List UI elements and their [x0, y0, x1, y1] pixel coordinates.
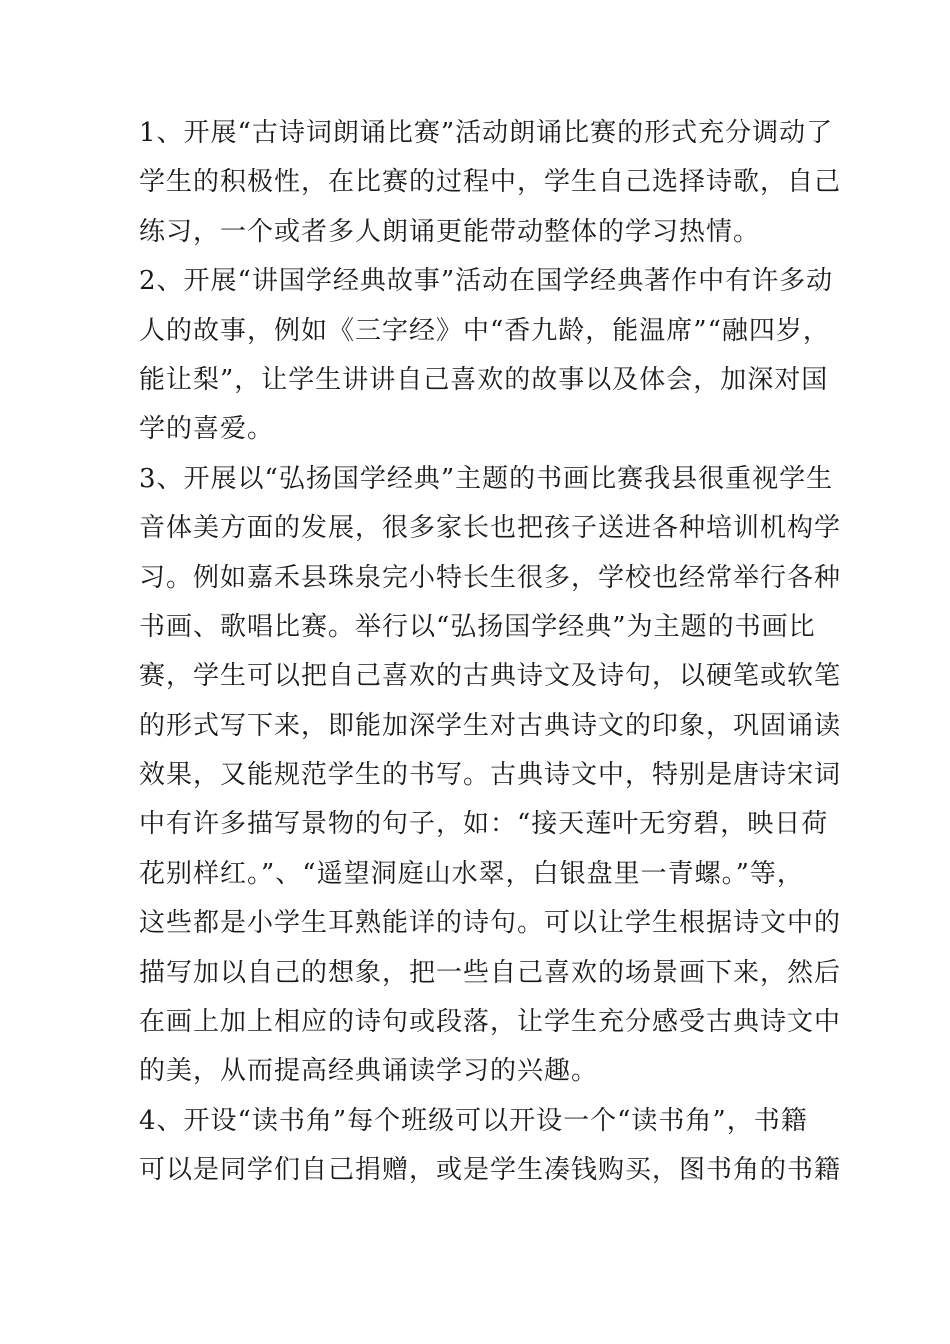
paragraph-3 [139, 455, 842, 1097]
text-line: 1、开展“古诗词朗诵比赛”活动朗诵比赛的形式充分调动了 [139, 118, 834, 148]
text-line: 这些都是小学生耳熟能详的诗句。可以让学生根据诗文中的 [139, 908, 842, 939]
text-line: 在画上加上相应的诗句或段落，让学生充分感受古典诗文中 [139, 1007, 842, 1038]
text-line: 学的喜爱。 [139, 414, 275, 445]
text-line: 2、开展“讲国学经典故事”活动在国学经典著作中有许多动 [139, 266, 834, 297]
text-line: 的美，从而提高经典诵读学习的兴趣。 [139, 1056, 599, 1087]
body-text [139, 109, 842, 1196]
text-line: 赛，学生可以把自己喜欢的古典诗文及诗句，以硬笔或软笔 [139, 661, 842, 692]
text-line: 花别样红。”、“遥望洞庭山水翠，白银盘里一青螺。”等， [139, 858, 804, 889]
text-line: 习。例如嘉禾县珠泉完小特长生很多，学校也经常举行各种 [139, 562, 842, 593]
text-line: 练习，一个或者多人朗诵更能带动整体的学习热情。 [139, 216, 761, 247]
text-line: 描写加以自己的想象，把一些自己喜欢的场景画下来，然后 [139, 957, 842, 988]
text-line: 效果，又能规范学生的书写。古典诗文中，特别是唐诗宋词 [139, 760, 842, 791]
text-line: 能让梨”，让学生讲讲自己喜欢的故事以及体会，加深对国 [139, 364, 829, 395]
text-line: 书画、歌唱比赛。举行以“弘扬国学经典”为主题的书画比 [139, 611, 816, 642]
text-line: 的形式写下来，即能加深学生对古典诗文的印象，巩固诵读 [139, 710, 842, 741]
text-line: 人的故事，例如《三字经》中“香九龄，能温席”“融四岁， [139, 315, 830, 346]
paragraph-1 [139, 109, 842, 257]
text-line: 学生的积极性，在比赛的过程中，学生自己选择诗歌，自己 [139, 167, 842, 198]
text-line: 中有许多描写景物的句子，如：“接天莲叶无穷碧，映日荷 [139, 809, 829, 840]
text-line: 4、开设“读书角”每个班级可以开设一个“读书角”，书籍 [139, 1105, 808, 1136]
text-line: 可以是同学们自己捐赠，或是学生凑钱购买，图书角的书籍 [139, 1155, 842, 1186]
paragraph-2 [139, 257, 834, 455]
text-line: 3、开展以“弘扬国学经典”主题的书画比赛我县很重视学生 [139, 463, 834, 494]
paragraph-4 [139, 1097, 842, 1196]
text-line: 音体美方面的发展，很多家长也把孩子送进各种培训机构学 [139, 513, 842, 544]
